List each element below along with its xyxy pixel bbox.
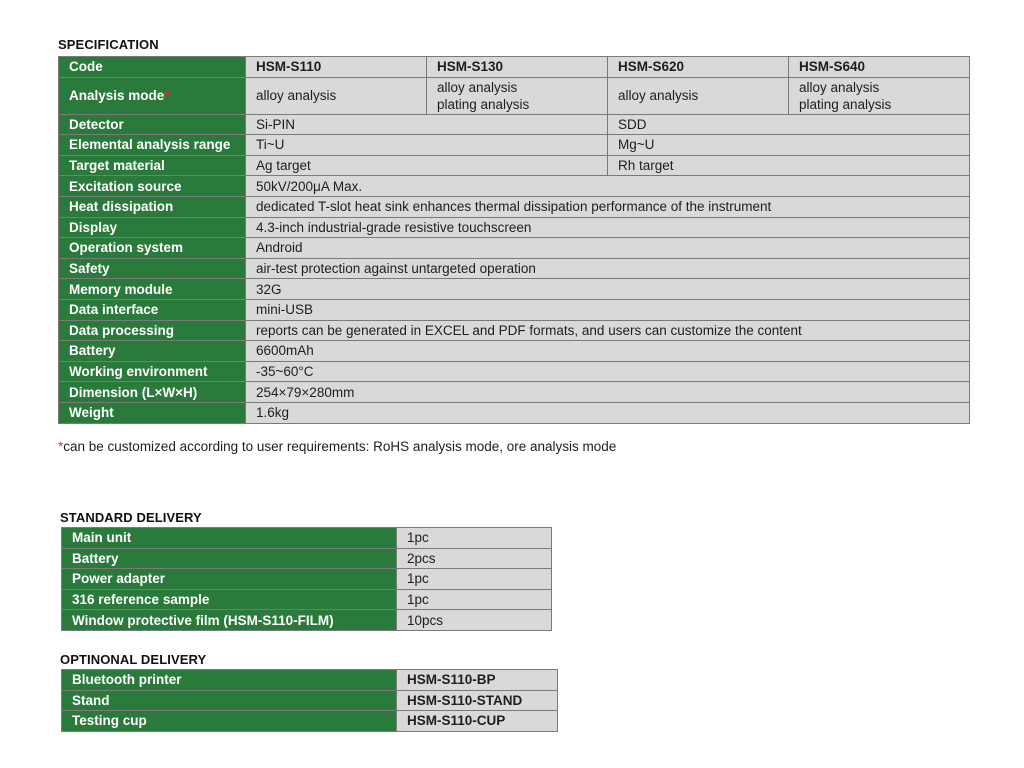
delivery-row	[62, 548, 552, 569]
delivery-item: Power adapter	[62, 569, 397, 590]
delivery-item: Battery	[62, 548, 397, 569]
analysis-mode-label-text: Analysis mode	[69, 88, 165, 104]
delivery-qty: 10pcs	[397, 610, 552, 631]
spec-label: Excitation source	[59, 176, 246, 197]
spec-label: Data processing	[59, 320, 246, 341]
delivery-item: Window protective film (HSM-S110-FILM)	[62, 610, 397, 631]
optional-row	[62, 670, 558, 691]
spec-value: dedicated T-slot heat sink enhances thermal dissipation performance of the instrument	[246, 196, 970, 217]
model-code: HSM-S130	[427, 57, 608, 78]
code-row	[59, 57, 970, 78]
spec-label: Working environment	[59, 361, 246, 382]
spec-label: Heat dissipation	[59, 196, 246, 217]
spec-label: Data interface	[59, 299, 246, 320]
optional-code: HSM-S110-BP	[397, 670, 558, 691]
target-row	[59, 155, 970, 176]
spec-value: 6600mAh	[246, 341, 970, 362]
specification-title: SPECIFICATION	[58, 37, 159, 52]
spec-label: Memory module	[59, 279, 246, 300]
spec-row	[59, 361, 970, 382]
spec-value: reports can be generated in EXCEL and PDF formats, and users can customize the content	[246, 320, 970, 341]
range-row	[59, 135, 970, 156]
spec-row	[59, 176, 970, 197]
spec-value: air-test protection against untargeted operation	[246, 258, 970, 279]
range-value-left: Ti~U	[246, 135, 608, 156]
spec-label: Dimension (L×W×H)	[59, 382, 246, 403]
spec-label: Operation system	[59, 238, 246, 259]
delivery-qty: 2pcs	[397, 548, 552, 569]
optional-delivery-title: OPTINONAL DELIVERY	[60, 652, 207, 667]
spec-value: 50kV/200μA Max.	[246, 176, 970, 197]
spec-label: Battery	[59, 341, 246, 362]
specification-table	[58, 56, 970, 424]
standard-delivery-table	[61, 527, 552, 631]
optional-item: Stand	[62, 690, 397, 711]
detector-label: Detector	[59, 114, 246, 135]
analysis-mode-line: plating analysis	[437, 96, 530, 112]
spec-label: Display	[59, 217, 246, 238]
spec-label: Weight	[59, 402, 246, 423]
optional-item: Testing cup	[62, 711, 397, 732]
delivery-row	[62, 589, 552, 610]
optional-code: HSM-S110-CUP	[397, 711, 558, 732]
note-text: can be customized according to user requirements: RoHS analysis mode, ore analysis mode	[63, 439, 617, 454]
delivery-row	[62, 569, 552, 590]
spec-value: -35~60°C	[246, 361, 970, 382]
spec-row	[59, 279, 970, 300]
spec-value: 254×79×280mm	[246, 382, 970, 403]
spec-row	[59, 258, 970, 279]
analysis-mode-value	[246, 77, 427, 114]
analysis-mode-row	[59, 77, 970, 114]
spec-value: 32G	[246, 279, 970, 300]
spec-row	[59, 402, 970, 423]
detector-value-left: Si-PIN	[246, 114, 608, 135]
optional-item: Bluetooth printer	[62, 670, 397, 691]
spec-row	[59, 299, 970, 320]
spec-row	[59, 217, 970, 238]
analysis-mode-line: alloy analysis	[437, 79, 518, 95]
optional-row	[62, 690, 558, 711]
optional-code: HSM-S110-STAND	[397, 690, 558, 711]
target-value-right: Rh target	[608, 155, 970, 176]
model-code: HSM-S620	[608, 57, 789, 78]
range-label: Elemental analysis range	[59, 135, 246, 156]
spec-row	[59, 382, 970, 403]
model-code: HSM-S110	[246, 57, 427, 78]
spec-value: 1.6kg	[246, 402, 970, 423]
analysis-mode-line: plating analysis	[799, 96, 892, 112]
spec-value: mini-USB	[246, 299, 970, 320]
delivery-qty: 1pc	[397, 569, 552, 590]
range-value-right: Mg~U	[608, 135, 970, 156]
delivery-row	[62, 610, 552, 631]
delivery-qty: 1pc	[397, 528, 552, 549]
customization-note	[58, 439, 616, 454]
customizable-marker: *	[164, 88, 170, 104]
optional-delivery-table	[61, 669, 558, 732]
analysis-mode-value	[608, 77, 789, 114]
analysis-mode-line: alloy analysis	[618, 88, 699, 104]
model-code: HSM-S640	[789, 57, 970, 78]
analysis-mode-line: alloy analysis	[799, 79, 880, 95]
delivery-item: 316 reference sample	[62, 589, 397, 610]
detector-value-right: SDD	[608, 114, 970, 135]
spec-row	[59, 320, 970, 341]
code-label: Code	[59, 57, 246, 78]
spec-value: 4.3-inch industrial-grade resistive touchscreen	[246, 217, 970, 238]
spec-value: Android	[246, 238, 970, 259]
analysis-mode-line: alloy analysis	[256, 88, 337, 104]
delivery-row	[62, 528, 552, 549]
analysis-mode-label	[59, 77, 246, 114]
spec-label: Safety	[59, 258, 246, 279]
delivery-item: Main unit	[62, 528, 397, 549]
spec-row	[59, 238, 970, 259]
analysis-mode-value	[789, 77, 970, 114]
note-marker: *	[58, 439, 64, 454]
analysis-mode-value	[427, 77, 608, 114]
target-value-left: Ag target	[246, 155, 608, 176]
optional-row	[62, 711, 558, 732]
spec-row	[59, 341, 970, 362]
detector-row	[59, 114, 970, 135]
delivery-qty: 1pc	[397, 589, 552, 610]
target-label: Target material	[59, 155, 246, 176]
standard-delivery-title: STANDARD DELIVERY	[60, 510, 202, 525]
spec-row	[59, 196, 970, 217]
